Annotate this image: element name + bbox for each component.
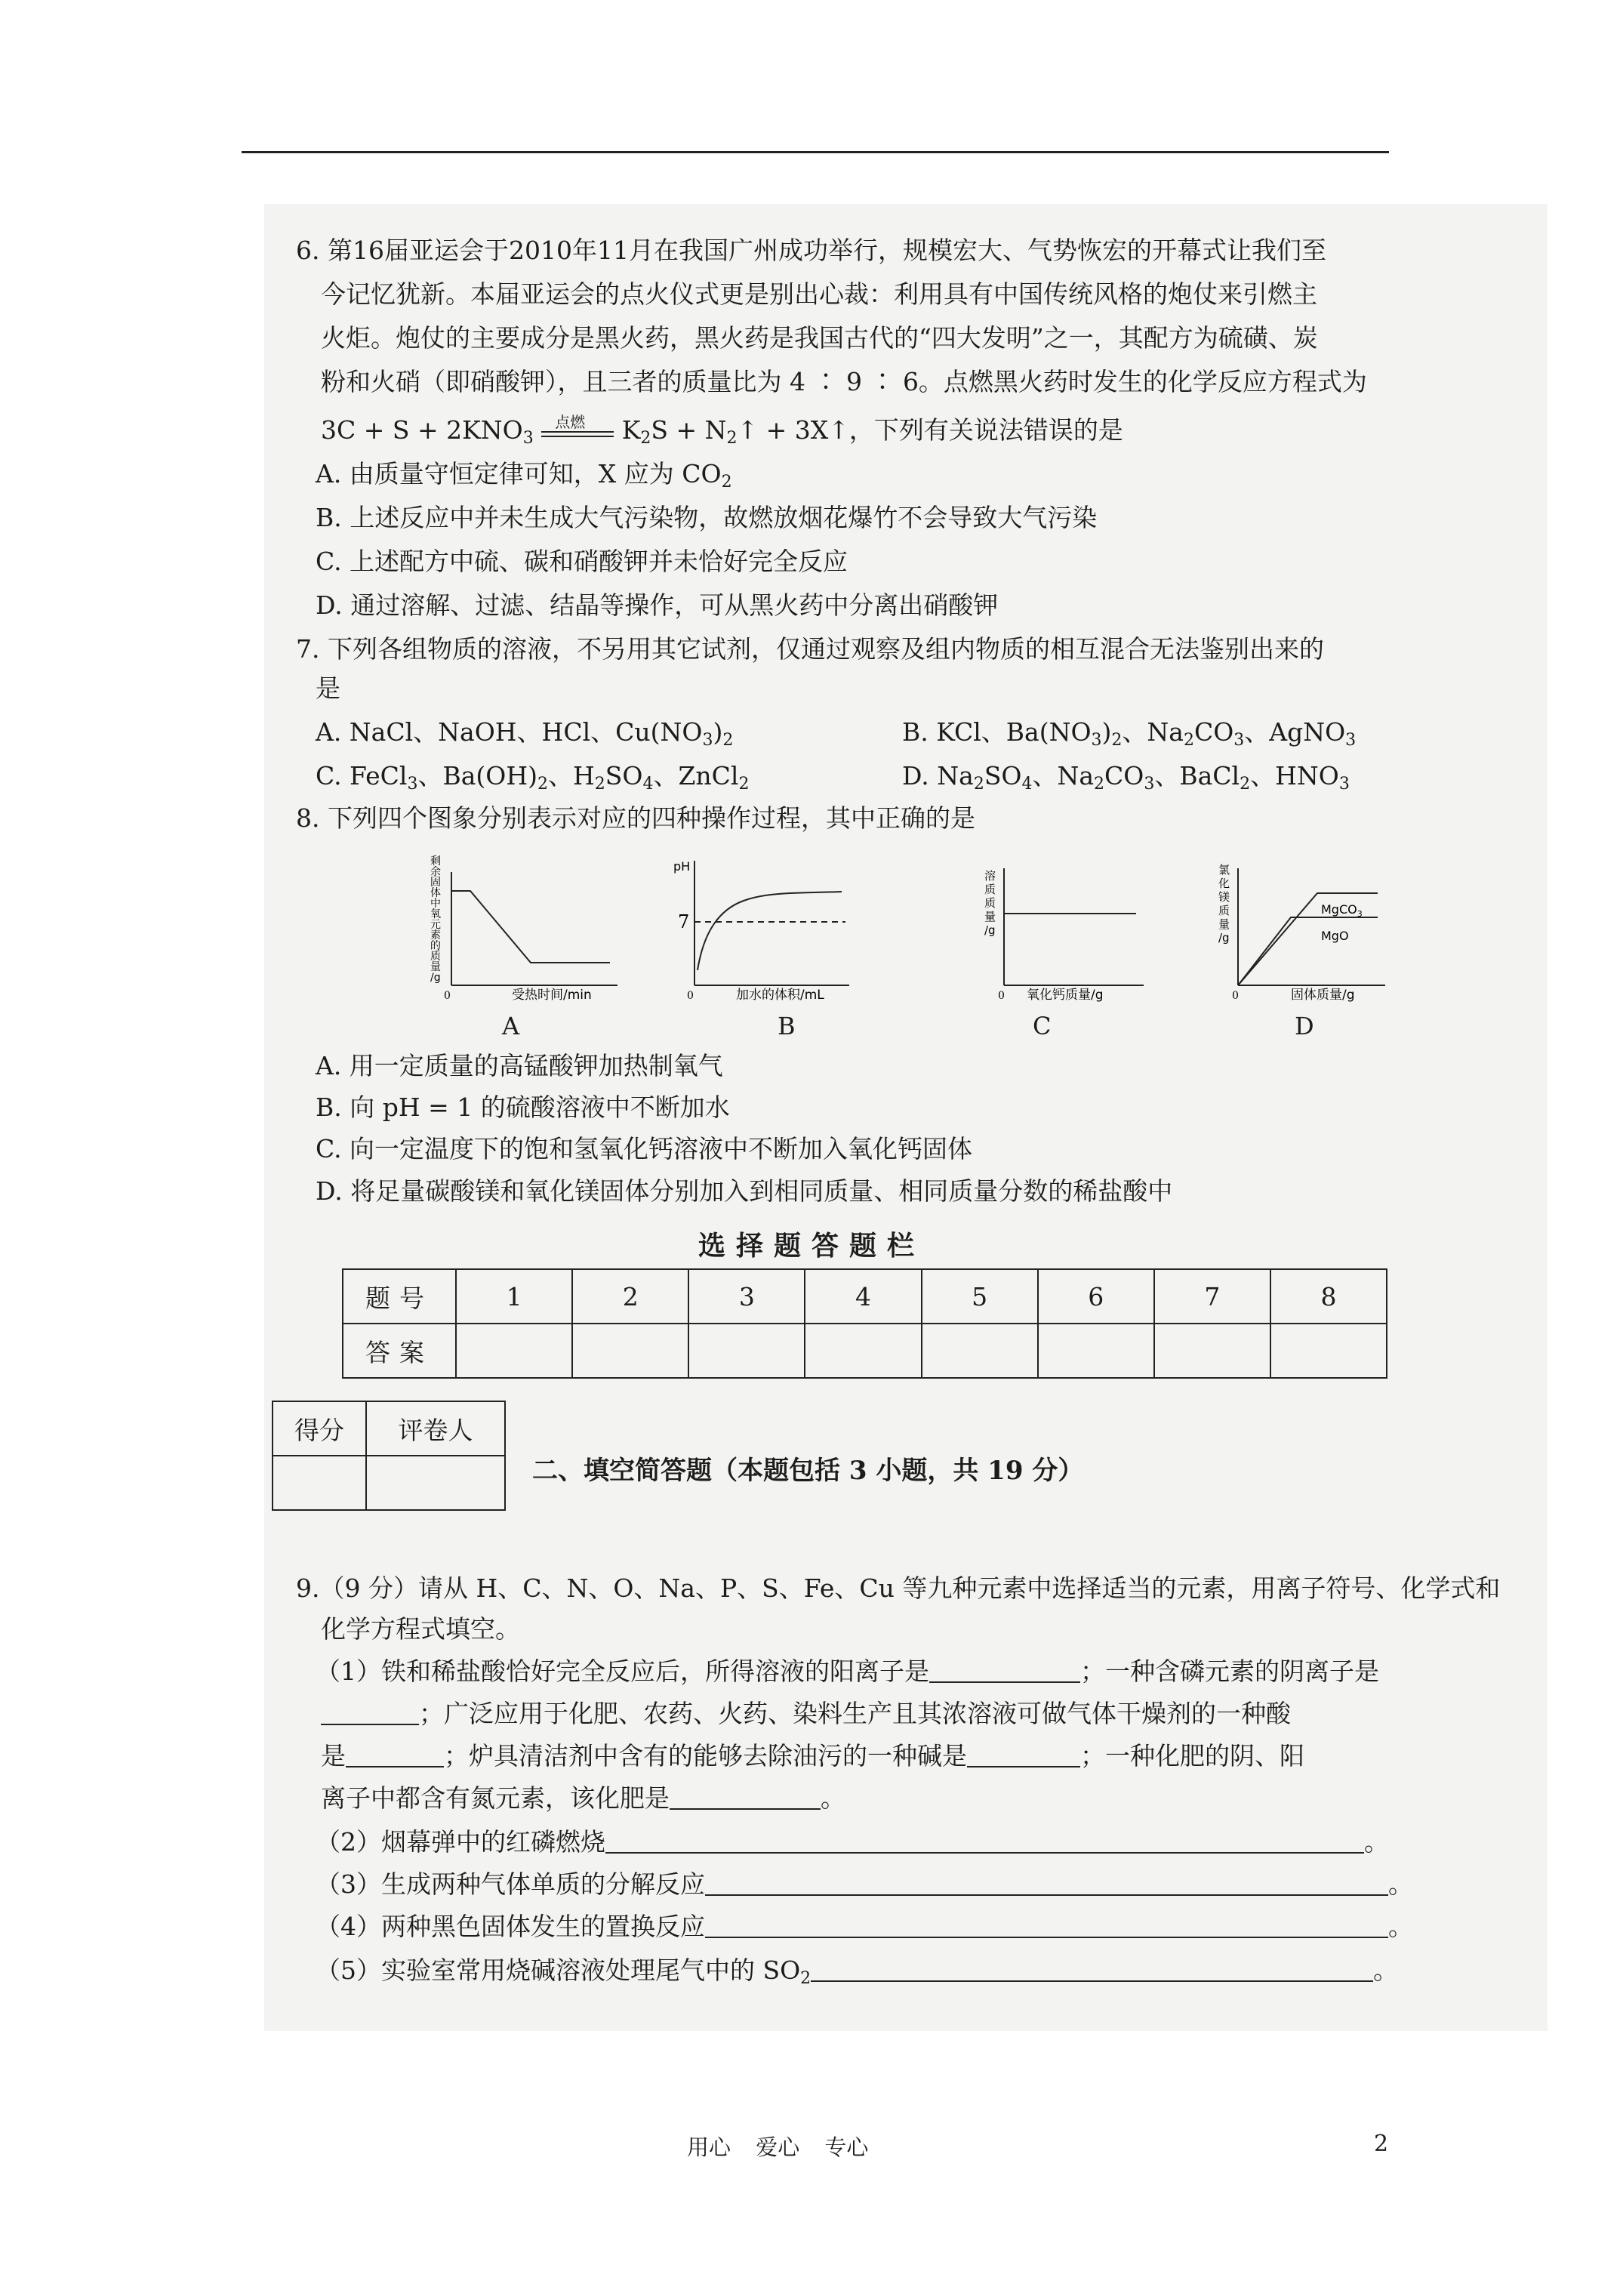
- graph-a-curve: [451, 891, 610, 963]
- graph-d-origin: 0: [1232, 990, 1239, 1002]
- q6-option-c: C. 上述配方中硫、碳和硝酸钾并未恰好完全反应: [316, 547, 848, 576]
- ylabel-char: 镁: [1218, 890, 1230, 904]
- page-number: 2: [1374, 2131, 1389, 2157]
- question-number: 4: [805, 1269, 921, 1324]
- graph-a-xlabel: 受热时间/min: [512, 988, 592, 1003]
- q7-sub: 2: [594, 775, 605, 794]
- q7-c-2: 、Ba(OH): [417, 761, 537, 791]
- q8-line-1: 8. 下列四个图象分别表示对应的四种操作过程，其中正确的是: [296, 803, 975, 833]
- grader-label: 评卷人: [366, 1401, 505, 1456]
- ylabel-char: 化: [1218, 877, 1230, 890]
- graph-c: [974, 849, 1147, 1003]
- q7-b-5: 、AgNO: [1244, 717, 1346, 747]
- score-table-header: [273, 1401, 505, 1456]
- q7-b-4: CO: [1193, 717, 1234, 747]
- q7-a-1: A. NaCl、NaOH、HCl、Cu(NO: [316, 717, 703, 747]
- q7-sub: 2: [1240, 775, 1251, 794]
- answer-sheet-row-answers: [343, 1324, 1387, 1378]
- q9-p1-line-3: [321, 1740, 1304, 1773]
- q7-d-3: 、Na: [1032, 761, 1095, 791]
- q7-sub: 3: [1233, 731, 1245, 750]
- blank-p4[interactable]: [705, 1914, 1388, 1938]
- graph-b-curve: [698, 892, 842, 970]
- q9-p1-e: ；炉具清洁剂中含有的能够去除油污的一种碱是: [444, 1741, 967, 1771]
- eq-right-b: S + N: [651, 415, 727, 445]
- graph-b-origin: 0: [687, 990, 694, 1002]
- answer-cell[interactable]: [1038, 1324, 1154, 1378]
- ylabel-char: /g: [1218, 931, 1230, 945]
- graph-a-svg: [414, 849, 625, 1003]
- q9-line-2: 化学方程式填空。: [321, 1614, 520, 1644]
- blank-p3[interactable]: [705, 1872, 1388, 1896]
- eq-left: 3C + S + 2KNO: [321, 415, 523, 445]
- q7-c-5: 、ZnCl: [653, 761, 739, 791]
- graph-b-xlabel: 加水的体积/mL: [736, 988, 824, 1003]
- ylabel-char: 体: [430, 887, 441, 899]
- blank-cation[interactable]: [929, 1659, 1080, 1683]
- graph-d: [1208, 849, 1389, 1003]
- q7-sub: 2: [973, 775, 984, 794]
- eq-sub: 3: [522, 429, 534, 448]
- q9-p5-text: （5）实验室常用烧碱溶液处理尾气中的 SO: [316, 1955, 801, 1985]
- q8-option-c: C. 向一定温度下的饱和氢氧化钙溶液中不断加入氧化钙固体: [316, 1134, 973, 1163]
- answer-sheet-row2-label: 答案: [343, 1324, 456, 1378]
- answer-cell[interactable]: [1154, 1324, 1270, 1378]
- question-number: 7: [1154, 1269, 1270, 1324]
- q7-d-1: D. Na: [902, 761, 974, 791]
- ylabel-char: 氯: [1218, 863, 1230, 877]
- graph-b-caption: B: [778, 1012, 796, 1040]
- q7-line-1: 7. 下列各组物质的溶液，不另用其它试剂，仅通过观察及组内物质的相互混合无法鉴别出来的: [296, 634, 1324, 664]
- answer-sheet-table: [342, 1268, 1387, 1379]
- graph-c-ylabel: [984, 869, 996, 937]
- q7-a-2: ): [713, 717, 723, 747]
- ylabel-char: 的: [430, 940, 441, 952]
- q9-p3-end: 。: [1388, 1869, 1413, 1899]
- eq-sub: 2: [640, 429, 651, 448]
- q9-p3: [316, 1868, 1413, 1901]
- q6-option-d: D. 通过溶解、过滤、结晶等操作，可从黑火药中分离出硝酸钾: [316, 590, 999, 620]
- graph-b-svg: [664, 849, 853, 1003]
- answer-cell[interactable]: [572, 1324, 688, 1378]
- ylabel-char: 质: [984, 896, 996, 910]
- graph-a: [414, 849, 625, 1003]
- question-number: 1: [456, 1269, 572, 1324]
- q7-c-3: 、H: [548, 761, 595, 791]
- q7-sub: 3: [1144, 775, 1155, 794]
- eq-sub: 2: [726, 429, 738, 448]
- graph-d-series2: MgO: [1321, 929, 1349, 943]
- graph-d-mgco3-line: [1238, 917, 1378, 985]
- q7-d-6: 、HNO: [1250, 761, 1339, 791]
- answer-cell[interactable]: [922, 1324, 1038, 1378]
- q6-line-3: 火炬。炮仗的主要成分是黑火药，黑火药是我国古代的“四大发明”之一，其配方为硫磺、炭: [321, 323, 1318, 353]
- score-table: [272, 1401, 506, 1511]
- graph-a-ylabel: [430, 855, 441, 984]
- answer-cell[interactable]: [1270, 1324, 1387, 1378]
- question-number: 2: [572, 1269, 688, 1324]
- q7-sub: 2: [1094, 775, 1105, 794]
- q7-option-b: [902, 716, 1356, 757]
- graph-d-svg: [1208, 849, 1389, 1003]
- graph-c-origin: 0: [998, 990, 1005, 1002]
- q7-option-c: [316, 760, 749, 801]
- ylabel-char: 质: [1218, 904, 1230, 917]
- q9-p1-b: ；一种含磷元素的阴离子是: [1080, 1657, 1379, 1686]
- ylabel-char: 溶: [984, 869, 996, 883]
- graph-c-svg: [974, 849, 1147, 1003]
- graph-b-mark: 7: [678, 911, 690, 932]
- q8-option-a: A. 用一定质量的高锰酸钾加热制氧气: [316, 1051, 723, 1080]
- q6-line-4: 粉和火硝（即硝酸钾），且三者的质量比为 4 ∶ 9 ∶ 6。点燃黑火药时发生的化学反应方程式为: [321, 367, 1367, 396]
- blank-p5[interactable]: [811, 1958, 1373, 1982]
- q7-line-2: 是: [316, 673, 340, 703]
- blank-fertilizer[interactable]: [670, 1786, 821, 1810]
- q7-sub: 3: [407, 775, 418, 794]
- q9-p5: [316, 1954, 1398, 1996]
- q9-p1-line-4: [321, 1782, 845, 1815]
- graph-d-xlabel: 固体质量/g: [1291, 988, 1355, 1003]
- q7-d-2: SO: [984, 761, 1022, 791]
- q6-equation: [321, 414, 1123, 455]
- ylabel-char: 量: [430, 961, 441, 973]
- ylabel-char: 素: [430, 929, 441, 942]
- graph-b: [664, 849, 853, 1003]
- blank-acid[interactable]: [346, 1743, 444, 1767]
- q6-option-a-sub: 2: [721, 473, 732, 492]
- q8-option-b: B. 向 pH = 1 的硫酸溶液中不断加水: [316, 1093, 730, 1122]
- q6-option-a-text: A. 由质量守恒定律可知，X 应为 CO: [316, 459, 722, 488]
- graph-a-caption: A: [502, 1012, 520, 1040]
- q6-line-2: 今记忆犹新。本届亚运会的点火仪式更是别出心裁：利用具有中国传统风格的炮仗来引燃主: [321, 279, 1317, 309]
- blank-phosphorus-anion[interactable]: [321, 1701, 419, 1725]
- q9-line-1: 9.（9 分）请从 H、C、N、O、Na、P、S、Fe、Cu 等九种元素中选择适当的元素，用离子符号、化学式和: [296, 1573, 1501, 1603]
- q7-sub: 4: [642, 775, 654, 794]
- answer-sheet-row1-label: 题号: [343, 1269, 456, 1324]
- graph-c-xlabel: 氧化钙质量/g: [1027, 988, 1104, 1003]
- q7-sub: 2: [1111, 731, 1123, 750]
- eq-right-c: ↑ + 3X↑，下列有关说法错误的是: [737, 415, 1123, 445]
- question-number: 6: [1038, 1269, 1154, 1324]
- q9-p2-text: （2）烟幕弹中的红磷燃烧: [316, 1827, 605, 1857]
- score-label: 得分: [273, 1401, 366, 1456]
- question-number: 5: [922, 1269, 1038, 1324]
- ylabel-char: 氧: [430, 908, 441, 920]
- q7-sub: 3: [1338, 775, 1350, 794]
- answer-sheet-row-numbers: [343, 1269, 1387, 1324]
- ylabel-char: 质: [430, 951, 441, 963]
- graph-d-caption: D: [1295, 1012, 1314, 1040]
- ylabel-char: /g: [984, 923, 996, 937]
- q9-p1-end: 。: [821, 1783, 845, 1813]
- answer-cell[interactable]: [805, 1324, 921, 1378]
- q9-p1-d: 是: [321, 1741, 346, 1771]
- ylabel-char: 元: [430, 919, 441, 931]
- footer-motto: 用心 爱心 专心: [687, 2134, 869, 2160]
- q9-p4-text: （4）两种黑色固体发生的置换反应: [316, 1912, 705, 1941]
- ylabel-char: 量: [1218, 917, 1230, 931]
- q7-b-1: B. KCl、Ba(NO: [902, 717, 1092, 747]
- score-cell[interactable]: [273, 1456, 366, 1510]
- question-number: 8: [1270, 1269, 1387, 1324]
- q7-b-3: 、Na: [1122, 717, 1184, 747]
- ylabel-char: /g: [430, 972, 441, 984]
- q7-c-1: C. FeCl: [316, 761, 408, 791]
- answer-sheet-title: 选择题答题栏: [698, 1230, 925, 1262]
- q7-option-a: [316, 716, 733, 757]
- q7-sub: 3: [1345, 731, 1357, 750]
- graph-d-series1: MgCO$_3$: [1321, 902, 1363, 919]
- q9-p1-c: ；广泛应用于化肥、农药、火药、染料生产且其浓溶液可做气体干燥剂的一种酸: [419, 1699, 1291, 1728]
- section-2-title: 二、填空简答题（本题包括 3 小题，共 19 分）: [532, 1456, 1084, 1486]
- q7-option-d: [902, 760, 1350, 801]
- reaction-arrow: [541, 413, 614, 442]
- q6-option-b: B. 上述反应中并未生成大气污染物，故燃放烟花爆竹不会导致大气污染: [316, 503, 1098, 532]
- q9-p1-line-1: [316, 1655, 1379, 1688]
- q6-line-1: 6. 第16届亚运会于2010年11月在我国广州成功举行，规模宏大、气势恢宏的开幕式让我们至: [296, 236, 1326, 265]
- q9-p4-end: 。: [1388, 1912, 1413, 1941]
- eq-right-a: K: [621, 415, 641, 445]
- reaction-condition: 点燃: [555, 413, 586, 431]
- grader-cell[interactable]: [366, 1456, 505, 1510]
- q9-p5-end: 。: [1373, 1955, 1399, 1985]
- question-number: 3: [688, 1269, 805, 1324]
- q7-sub: 3: [1091, 731, 1102, 750]
- ylabel-char: 余: [430, 866, 441, 878]
- q9-p1-g: 离子中都含有氮元素，该化肥是: [321, 1783, 670, 1813]
- blank-p2[interactable]: [605, 1829, 1364, 1854]
- q9-p4: [316, 1910, 1413, 1943]
- q7-sub: 2: [722, 731, 734, 750]
- q6-option-a: [316, 458, 732, 499]
- q7-sub: 2: [537, 775, 548, 794]
- ylabel-char: 质: [984, 883, 996, 896]
- q7-sub: 2: [1183, 731, 1194, 750]
- graph-a-origin: 0: [444, 990, 451, 1002]
- q7-sub: 4: [1021, 775, 1033, 794]
- score-table-entry: [273, 1456, 505, 1510]
- graph-c-caption: C: [1033, 1012, 1052, 1040]
- q9-p2-end: 。: [1364, 1827, 1389, 1857]
- header-rule: [242, 151, 1389, 153]
- q9-p5-sub: 2: [800, 1969, 812, 1988]
- ylabel-char: 中: [430, 898, 441, 910]
- q7-b-2: ): [1101, 717, 1112, 747]
- q9-p3-text: （3）生成两种气体单质的分解反应: [316, 1869, 705, 1899]
- answer-cell[interactable]: [456, 1324, 572, 1378]
- ylabel-char: 量: [984, 910, 996, 923]
- q9-p1-f: ；一种化肥的阴、阳: [1080, 1741, 1304, 1771]
- q9-p1-line-2: [321, 1697, 1291, 1730]
- answer-cell[interactable]: [688, 1324, 805, 1378]
- ylabel-char: 剩: [430, 855, 441, 868]
- q8-option-d: D. 将足量碳酸镁和氧化镁固体分别加入到相同质量、相同质量分数的稀盐酸中: [316, 1176, 1173, 1206]
- q7-c-4: SO: [605, 761, 643, 791]
- graph-d-ylabel: [1218, 863, 1230, 945]
- q7-sub: 2: [738, 775, 750, 794]
- q7-d-5: 、BaCl: [1154, 761, 1240, 791]
- blank-base[interactable]: [967, 1743, 1080, 1767]
- q9-p2: [316, 1826, 1389, 1859]
- q9-p1-a: （1）铁和稀盐酸恰好完全反应后，所得溶液的阳离子是: [316, 1657, 929, 1686]
- q7-d-4: CO: [1104, 761, 1144, 791]
- graph-b-ylabel: pH: [673, 859, 691, 874]
- q7-sub: 3: [702, 731, 713, 750]
- ylabel-char: 固: [430, 877, 441, 889]
